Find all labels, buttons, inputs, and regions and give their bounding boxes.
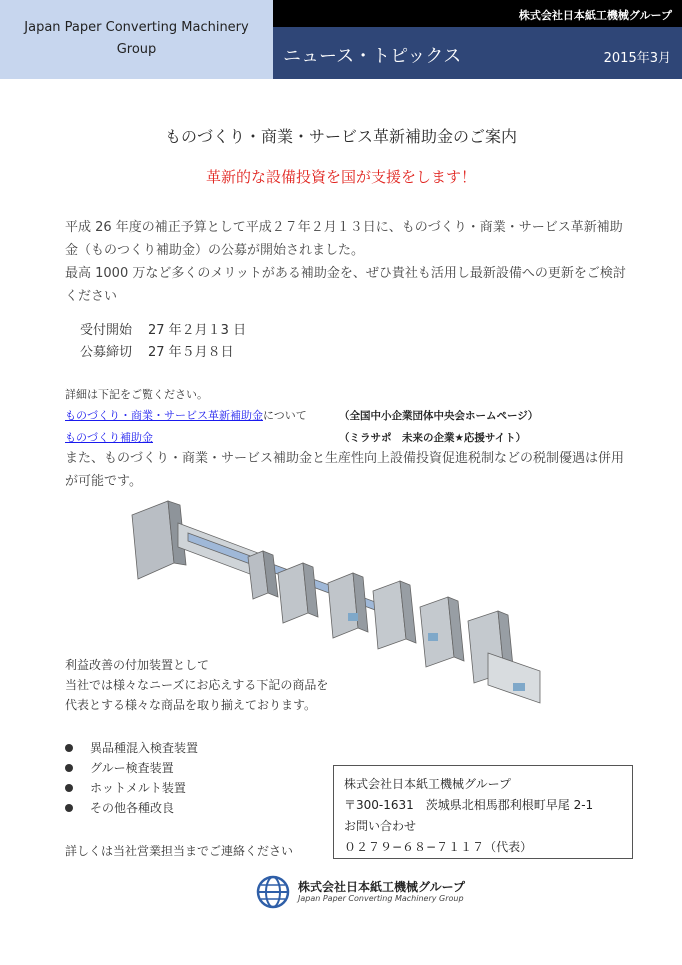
contact-note: 詳しくは当社営業担当までご連絡ください: [65, 844, 294, 858]
bullet-icon: [65, 744, 73, 752]
schedule-value: 27 年２月１3 日: [148, 323, 247, 338]
page-subtitle: 革新的な設備投資を国が支援をします！: [205, 168, 476, 186]
schedule-label: 公募締切: [80, 345, 133, 360]
schedule-label: 受付開始: [80, 323, 133, 338]
footer-name-ja: 株式会社日本紙工機械グループ: [298, 880, 466, 894]
link1-row: [65, 407, 307, 423]
monozukuri-link[interactable]: ものづくり補助金: [65, 431, 153, 444]
list-item-label: その他各種改良: [90, 801, 175, 815]
contact-box: [333, 765, 633, 859]
header-section-bar: [273, 27, 682, 79]
list-item-label: ホットメルト装置: [90, 781, 186, 795]
issue-date: 2015年3月: [603, 51, 671, 66]
schedule: [80, 320, 246, 364]
contact-inquiry: お問い合わせ: [344, 819, 417, 833]
link2-source: （ミラサポ 未来の企業★応援サイト）: [339, 432, 527, 444]
list-item: [65, 738, 198, 758]
contact-address: 〒300-1631 茨城県北相馬郡利根町早尾 2-1: [344, 798, 594, 812]
benefit-paragraph: 最高 1000 万など多くのメリットがある補助金を、ぜひ貴社も活用し最新設備への更新をご検討ください: [65, 266, 626, 304]
section-title: ニュース・トピックス: [283, 46, 462, 67]
details-label: 詳細は下記をご覧ください。: [65, 388, 208, 401]
schedule-row: [80, 320, 246, 342]
list-item: [65, 758, 198, 778]
group-name: 株式会社日本紙工機械グループ: [518, 9, 672, 22]
list-item: [65, 778, 198, 798]
link1-suffix: について: [263, 409, 307, 422]
link1-source: （全国中小企業団体中央会ホームページ）: [339, 410, 539, 422]
org-name-line2: Group: [116, 42, 157, 57]
list-item-label: 異品種混入検査装置: [90, 741, 199, 755]
contact-phone: ０２７９−６８−７１１７（代表）: [344, 840, 533, 854]
org-name-line1: Japan Paper Converting Machinery: [24, 20, 249, 35]
benefit-line: 当社では様々なニーズにお応えする下記の商品を: [65, 678, 329, 692]
subsidy-link[interactable]: ものづくり・商業・サービス革新補助金: [65, 409, 263, 422]
product-list: [65, 738, 198, 818]
benefit-line: 代表とする様々な商品を取り揃えております。: [65, 698, 317, 712]
list-item-label: グルー検査装置: [90, 761, 174, 775]
company-logo-icon: [256, 875, 290, 909]
bullet-icon: [65, 804, 73, 812]
bullet-icon: [65, 764, 73, 772]
contact-company: 株式会社日本紙工機械グループ: [344, 777, 512, 791]
benefit-line: 利益改善の付加装置として: [65, 658, 210, 672]
tax-paragraph: また、ものづくり・商業・サービス補助金と生産性向上設備投資促進税制などの税制優遇は併用が可能です。: [65, 451, 625, 489]
schedule-row: [80, 342, 246, 364]
header-group-bar: [273, 0, 682, 27]
header-org-panel: [0, 0, 273, 79]
page-title: ものづくり・商業・サービス革新補助金のご案内: [164, 127, 517, 146]
footer-name-en: Japan Paper Converting Machinery Group: [298, 894, 464, 903]
schedule-value: 27 年５月８日: [148, 345, 234, 360]
footer-logo: [256, 872, 466, 912]
intro-paragraph: 平成 26 年度の補正予算として平成２７年２月１３日に、ものづくり・商業・サービス革新補助金（ものつくり補助金）の公募が開始されました。: [65, 220, 623, 258]
list-item: [65, 798, 198, 818]
bullet-icon: [65, 784, 73, 792]
benefit-text: [65, 655, 328, 715]
link2-row: [65, 429, 153, 445]
